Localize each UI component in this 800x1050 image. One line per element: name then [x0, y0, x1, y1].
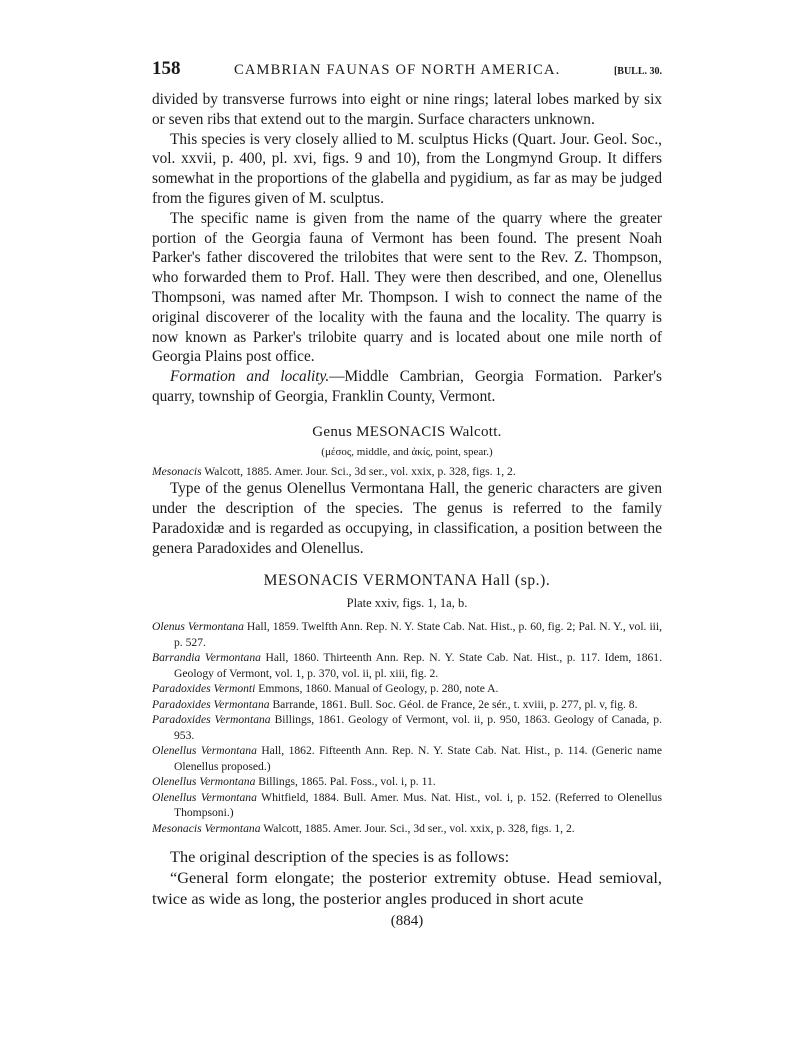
genus-prefix: Genus — [312, 423, 353, 440]
plate-reference: Plate xxiv, figs. 1, 1a, b. — [346, 596, 468, 611]
syn-text: Walcott, 1885. Amer. Jour. Sci., 3d ser., vol. xxix, p. 328, figs. 1, 2. — [263, 821, 575, 835]
running-title: CAMBRIAN FAUNAS OF NORTH AMERICA. — [233, 62, 561, 78]
syn-text: Emmons, 1860. Manual of Geology, p. 280, note A. — [258, 682, 499, 696]
genus-ref-name: Mesonacis — [152, 464, 202, 478]
syn-text: Barrande, 1861. Bull. Soc. Géol. de France, 2e sér., t. xviii, p. 277, pl. v, fig. 8. — [272, 697, 638, 711]
formation-text: —Middle Cambrian, Georgia Formation. Parker's quarry, township of Georgia, Franklin County, Vermont. — [152, 368, 663, 405]
genus-author: Walcott. — [449, 423, 502, 440]
page-footer: (884) — [390, 913, 424, 930]
synonymy-entry — [152, 712, 662, 743]
genus-description: Type of the genus Olenellus Vermontana Hall, the generic characters are given under the description of the species. The genus is referred to the family Paradoxidæ and is regarded as occupying, in classification, a position between the genera Paradoxides and Olenellus. — [152, 480, 662, 557]
genus-reference — [152, 464, 662, 480]
genus-name: MESONACIS — [356, 423, 446, 440]
paragraph-name-origin: The specific name is given from the name of the quarry where the greater portion of the Georgia fauna of Vermont has been found. The present Noah Parker's father discovered the trilobites that were sent to the Rev. Z. Thompson, who forwarded them to Prof. Hall. They were then described, and one, Olenellus Thompsoni, was named after Mr. Thompson. I wish to connect the name of the original discoverer of the locality with the fauna and the locality. The quarry is now known as Parker's trilobite quarry and is located about one mile north of Georgia Plains post office. — [152, 209, 662, 366]
paragraph-formation — [152, 367, 662, 407]
closing-quote: “General form elongate; the posterior extremity obtuse. Head semioval, twice as wide as long, the posterior angles produced in short acute — [152, 868, 662, 909]
syn-name: Paradoxides Vermontana — [152, 713, 271, 727]
syn-name: Barrandia Vermontana — [152, 651, 261, 665]
syn-text: Hall, 1862. Fifteenth Ann. Rep. N. Y. State Cab. Nat. Hist., p. 114. (Generic name Olenellus proposed.) — [174, 744, 663, 773]
syn-text: Hall, 1859. Twelfth Ann. Rep. N. Y. State Cab. Nat. Hist., p. 60, fig. 2; Pal. N. Y., vol. iii, p. 527. — [174, 620, 663, 649]
syn-name: Paradoxides Vermonti — [152, 682, 256, 696]
syn-name: Olenellus Vermontana — [152, 744, 257, 758]
synonymy-entry — [152, 697, 662, 713]
synonymy-entry — [152, 619, 662, 650]
page-number: 158 — [152, 58, 181, 79]
syn-text: Billings, 1865. Pal. Foss., vol. i, p. 11. — [258, 775, 436, 789]
synonymy-list — [152, 619, 662, 836]
syn-name: Mesonacis Vermontana — [152, 821, 261, 835]
closing-intro: The original description of the species is as follows: — [170, 847, 510, 867]
syn-text: Hall, 1860. Thirteenth Ann. Rep. N. Y. State Cab. Nat. Hist., p. 117. Idem, 1861. Geology of Vermont, vol. 1, p. 370, vol. ii, pl. xiii, fig. 2. — [174, 651, 662, 680]
genus-ref-text: Walcott, 1885. Amer. Jour. Sci., 3d ser., vol. xxix, p. 328, figs. 1, 2. — [204, 464, 516, 478]
syn-name: Olenellus Vermontana — [152, 790, 257, 804]
syn-text: Whitfield, 1884. Bull. Amer. Mus. Nat. Hist., vol. i, p. 152. (Referred to Olenellus Thompsoni.) — [174, 790, 662, 820]
synonymy-entry — [152, 650, 662, 681]
bulletin-reference: [BULL. 30. — [613, 66, 662, 77]
formation-label: Formation and locality. — [170, 368, 330, 386]
running-header — [152, 58, 662, 80]
synonymy-entry — [152, 774, 662, 790]
paragraph-continued: divided by transverse furrows into eight or nine rings; lateral lobes marked by six or seven ribs that extend out to the margin. Surface characters unknown. — [152, 91, 662, 128]
syn-text: Billings, 1861. Geology of Vermont, vol. ii, p. 950, 1863. Geology of Canada, p. 953. — [174, 713, 662, 742]
genus-heading — [152, 424, 662, 441]
synonymy-entry — [152, 790, 662, 821]
species-heading: MESONACIS VERMONTANA Hall (sp.). — [263, 572, 551, 590]
syn-name: Olenus Vermontana — [152, 620, 244, 634]
genus-etymology: (μέσος, middle, and ἀκίς, point, spear.) — [321, 445, 493, 458]
paragraph-comparison: This species is very closely allied to M. sculptus Hicks (Quart. Jour. Geol. Soc., vol. xxvii, p. 400, pl. xvi, figs. 9 and 10), from the Longmynd Group. It differs somewhat in the proportions of the glabella and pygidium, as far as may be judged from the figures given of M. sculptus. — [152, 130, 662, 207]
synonymy-entry — [152, 681, 662, 697]
syn-name: Olenellus Vermontana — [152, 775, 256, 789]
page — [152, 58, 662, 930]
synonymy-entry — [152, 821, 662, 837]
synonymy-entry — [152, 743, 662, 774]
syn-name: Paradoxides Vermontana — [152, 697, 270, 711]
